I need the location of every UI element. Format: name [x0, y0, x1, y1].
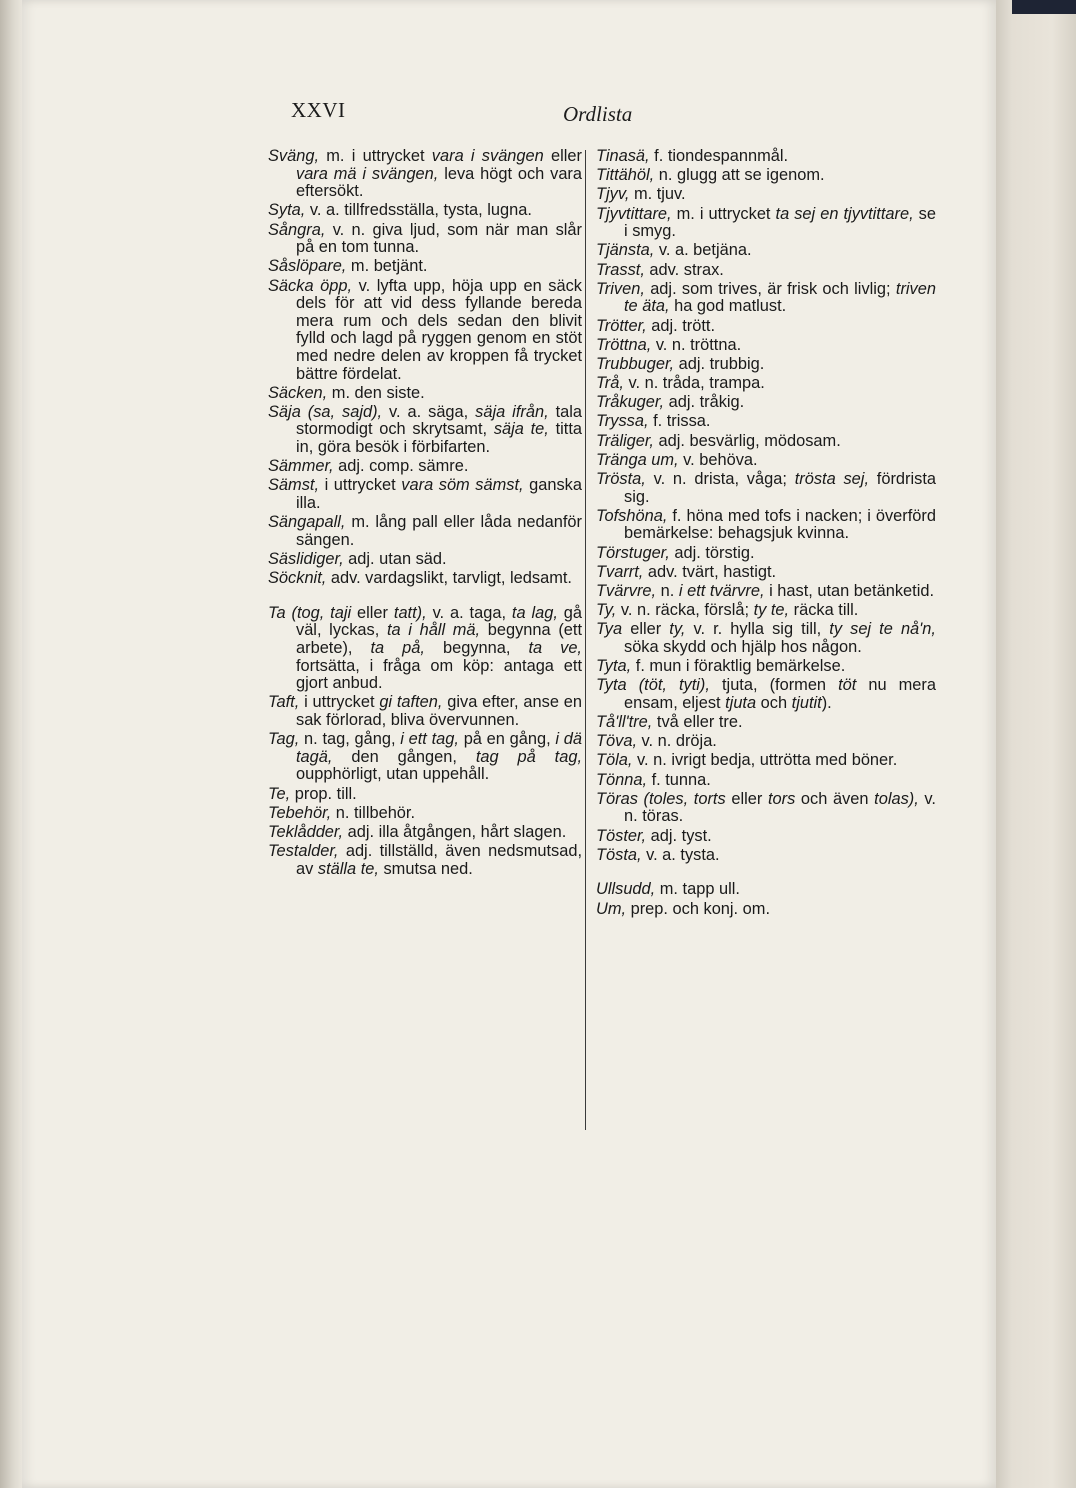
- entry-italic-text: tors: [767, 789, 796, 808]
- entry-italic-text: triven te äta,: [624, 279, 936, 316]
- entry-text: ha god matlust.: [669, 297, 787, 316]
- glossary-entry: [268, 786, 582, 804]
- book-cover-strip: [1012, 0, 1076, 14]
- entry-italic-text: ta i håll mä,: [386, 621, 481, 640]
- glossary-entry: [596, 433, 936, 451]
- entry-italic-text: Tya: [596, 620, 623, 639]
- entry-text: adj. illa åtgången, hårt slagen.: [343, 822, 567, 841]
- entry-text: prop. till.: [290, 784, 357, 803]
- entry-text: m. i uttrycket: [319, 147, 432, 165]
- entry-italic-text: Säslidiger,: [268, 550, 344, 568]
- glossary-entry: [596, 262, 936, 280]
- entry-text: v. n. räcka, förslå;: [616, 601, 754, 620]
- entry-text: tjuta, (formen: [709, 676, 839, 695]
- entry-italic-text: vara mä i svängen,: [296, 164, 439, 183]
- entry-text: fördrista sig.: [624, 470, 937, 506]
- entry-italic-text: Ty,: [596, 601, 617, 620]
- entry-italic-text: Trötter,: [596, 316, 647, 335]
- entry-italic-text: Söcknit,: [268, 569, 327, 588]
- entry-italic-text: Sängapall,: [268, 513, 346, 532]
- entry-italic-text: Trasst,: [596, 260, 645, 279]
- glossary-entry: [596, 847, 936, 865]
- entry-text: m. tapp ull.: [655, 880, 740, 899]
- glossary-entry: [596, 602, 936, 620]
- running-title: Ordlista: [563, 102, 633, 126]
- entry-text: n. tag, gång,: [299, 730, 401, 749]
- entry-text: söka skydd och hjälp hos någon.: [624, 637, 862, 656]
- entry-italic-text: Tvarrt,: [596, 562, 644, 581]
- glossary-entry: [596, 881, 936, 899]
- entry-text: m. tjuv.: [629, 185, 686, 204]
- entry-text: adj. comp. sämre.: [333, 457, 469, 476]
- page-number: XXVI: [291, 98, 346, 122]
- entry-italic-text: Teklådder,: [268, 822, 344, 841]
- entry-text: v. n. tröttna.: [651, 335, 742, 354]
- entry-text: v. r. hylla sig till,: [685, 620, 830, 639]
- entry-italic-text: i ett tag,: [400, 730, 459, 749]
- entry-italic-text: trösta sej,: [794, 470, 869, 488]
- entry-italic-text: Trösta,: [596, 470, 646, 488]
- glossary-entry: [268, 202, 582, 220]
- glossary-entry: [268, 805, 582, 823]
- entry-text: m. lång pall eller låda nedanför sängen.: [296, 513, 582, 549]
- entry-text: eller: [725, 789, 768, 808]
- glossary-entry: [596, 583, 936, 601]
- entry-text: v. lyfta upp, höja upp en säck dels för att vid dess fyllande bereda mera rum och dels sedan den blivit fylld och lagd på ryggen genom en stöt med nedre delen av kroppen få trycket bättre fördelat.: [296, 276, 583, 383]
- glossary-column-right: [596, 148, 936, 920]
- glossary-entry: [268, 605, 582, 693]
- entry-text: smutsa ned.: [378, 859, 473, 878]
- entry-text: v. a. tillfredsställa, tysta, lugna.: [305, 201, 532, 220]
- entry-text: n. glugg att se igenom.: [654, 166, 825, 185]
- glossary-entry: [596, 752, 936, 770]
- glossary-entry: [268, 278, 582, 384]
- entry-text: v. n. drista, våga;: [645, 470, 795, 488]
- entry-italic-text: säja te,: [493, 420, 549, 439]
- glossary-entry: [596, 452, 936, 470]
- entry-italic-text: ta på,: [370, 638, 425, 657]
- glossary-entry: [596, 394, 936, 412]
- entry-italic-text: ställa te,: [317, 859, 379, 878]
- entry-text: v. n. tråda, trampa.: [623, 374, 765, 393]
- entry-text: adj. som trives, är frisk och livlig;: [644, 279, 896, 298]
- entry-italic-text: ta ve,: [528, 638, 582, 657]
- glossary-entry: [596, 733, 936, 751]
- glossary-entry: [268, 258, 582, 276]
- entry-italic-text: Töster,: [596, 826, 647, 845]
- entry-italic-text: Testalder,: [268, 842, 339, 861]
- entry-text: giva efter, anse en sak förlorad, bliva övervunnen.: [296, 693, 582, 729]
- glossary-entry: [596, 186, 936, 204]
- glossary-entry: [596, 677, 936, 712]
- entry-italic-text: Tränga um,: [596, 450, 679, 469]
- glossary-entry: [596, 318, 936, 336]
- entry-italic-text: i dä tagä,: [296, 730, 582, 766]
- glossary-entry: [268, 824, 582, 842]
- glossary-entry: [596, 281, 936, 316]
- entry-text: v. a. betjäna.: [654, 241, 752, 260]
- entry-italic-text: Tösta,: [596, 845, 642, 864]
- entry-text: adj. trött.: [646, 316, 716, 335]
- entry-italic-text: Trubbuger,: [596, 354, 675, 373]
- entry-text: titta in, göra besök i förbifarten.: [296, 420, 582, 457]
- entry-italic-text: gi taften,: [379, 693, 443, 712]
- entry-text: adj. trubbig.: [674, 354, 765, 373]
- entry-italic-text: ty te,: [753, 601, 790, 620]
- glossary-entry: [268, 385, 582, 403]
- entry-italic-text: Triven,: [596, 279, 645, 298]
- glossary-entry: [268, 843, 582, 878]
- entry-text: räcka till.: [789, 601, 859, 620]
- glossary-entry: [596, 242, 936, 260]
- glossary-entry: [596, 356, 936, 374]
- entry-italic-text: Såslöpare,: [268, 257, 347, 276]
- glossary-column-left: [268, 148, 582, 880]
- entry-italic-text: Taft,: [268, 693, 300, 712]
- entry-text: f. höna med tofs i nacken; i överförd bemärkelse: behagsjuk kvinna.: [624, 506, 936, 543]
- glossary-entry: [268, 551, 582, 569]
- glossary-entry: [268, 694, 582, 729]
- entry-italic-text: tjuta: [725, 693, 757, 712]
- glossary-entry: [268, 477, 582, 512]
- entry-italic-text: Ta (tog, taji: [268, 603, 352, 622]
- entry-italic-text: Tröttna,: [596, 335, 652, 354]
- entry-text: v. a. säga,: [382, 402, 476, 421]
- entry-text: i uttrycket: [299, 693, 380, 712]
- entry-italic-text: Tjänsta,: [596, 241, 655, 260]
- entry-text: adj. tråkig.: [664, 393, 745, 412]
- glossary-entry: [268, 458, 582, 476]
- entry-text: och även: [795, 789, 875, 808]
- entry-italic-text: Sångra,: [268, 220, 326, 239]
- entry-italic-text: ty,: [669, 620, 686, 639]
- entry-italic-text: tjutit: [791, 693, 822, 712]
- entry-text: se i smyg.: [624, 204, 936, 241]
- entry-italic-text: vara i svängen: [431, 147, 544, 165]
- entry-italic-text: Tå'll'tre,: [596, 713, 653, 732]
- glossary-entry: [268, 148, 582, 201]
- entry-italic-text: Um,: [596, 899, 627, 918]
- entry-italic-text: Syta,: [268, 201, 306, 220]
- entry-italic-text: Tinasä,: [596, 147, 650, 165]
- glossary-entry: [596, 621, 936, 656]
- entry-text: adj. törstig.: [669, 543, 755, 562]
- entry-italic-text: Tyta,: [596, 657, 632, 676]
- entry-italic-text: Tittähöl,: [596, 166, 655, 185]
- entry-text: adv. vardagslikt, tarvligt, ledsamt.: [326, 569, 572, 588]
- entry-text: m. den siste.: [327, 383, 425, 402]
- entry-text: adv. tvärt, hastigt.: [643, 562, 777, 581]
- entry-italic-text: Tag,: [268, 730, 300, 749]
- entry-text: f. tunna.: [647, 770, 711, 789]
- glossary-entry: [596, 375, 936, 393]
- entry-text: v. n. giva ljud, som när man slår på en tom tunna.: [296, 220, 582, 257]
- entry-text: två eller tre.: [652, 713, 743, 732]
- entry-text: m. i uttrycket: [671, 204, 776, 223]
- entry-italic-text: Sväng,: [268, 147, 320, 165]
- entry-italic-text: ty sej te nå'n,: [829, 620, 936, 639]
- entry-italic-text: säja ifrån,: [475, 402, 549, 421]
- entry-italic-text: Träliger,: [596, 431, 654, 450]
- glossary-entry: [596, 714, 936, 732]
- entry-text: v. n. dröja.: [637, 732, 717, 751]
- entry-italic-text: Tönna,: [596, 770, 648, 789]
- entry-italic-text: Tebehör,: [268, 803, 332, 822]
- entry-italic-text: Trå,: [596, 374, 624, 393]
- glossary-entry: [596, 545, 936, 563]
- entry-text: fortsätta, i fråga om köp: antaga ett gjort anbud.: [296, 656, 582, 693]
- entry-italic-text: Töla,: [596, 751, 633, 770]
- entry-italic-text: Tråkuger,: [596, 393, 665, 412]
- glossary-entry: [596, 206, 936, 241]
- book-edge-left: [0, 0, 22, 1488]
- glossary-entry: [596, 564, 936, 582]
- entry-text: v. a. tysta.: [641, 845, 720, 864]
- entry-italic-text: tatt),: [393, 603, 427, 622]
- entry-text: m. betjänt.: [346, 257, 428, 276]
- entry-text: adj. besvärlig, mödosam.: [654, 431, 841, 450]
- glossary-entry: [596, 901, 936, 919]
- entry-text: eller: [543, 147, 582, 165]
- entry-text: den gången,: [332, 747, 476, 766]
- entry-text: v. a. taga,: [426, 603, 512, 622]
- entry-italic-text: ta sej en tjyvtittare,: [775, 204, 914, 223]
- entry-text: f. tiondespannmål.: [649, 147, 789, 165]
- glossary-entry: [596, 791, 936, 826]
- entry-italic-text: Tryssa,: [596, 412, 649, 431]
- glossary-entry: [596, 148, 936, 166]
- entry-text: leva högt och vara eftersökt.: [296, 164, 583, 201]
- entry-text: i hast, utan betänketid.: [764, 581, 935, 600]
- entry-text: i uttrycket: [319, 476, 402, 495]
- book-edge-right: [996, 0, 1076, 1488]
- entry-text: n. tillbehör.: [331, 803, 416, 822]
- entry-italic-text: Tvärvre,: [596, 581, 657, 600]
- entry-text: tala stormodigt och skrytsamt,: [296, 402, 582, 439]
- entry-italic-text: tag på tag,: [475, 747, 582, 766]
- entry-text: adv. strax.: [644, 260, 724, 279]
- entry-italic-text: vara söm sämst,: [401, 476, 524, 495]
- glossary-entry: [268, 404, 582, 457]
- entry-text: nu mera ensam, eljest: [624, 676, 936, 712]
- entry-italic-text: Tjyvtittare,: [596, 204, 672, 223]
- glossary-entry: [596, 337, 936, 355]
- entry-text: prep. och konj. om.: [626, 899, 770, 918]
- glossary-entry: [596, 658, 936, 676]
- glossary-entry: [268, 222, 582, 257]
- entry-text: på en gång,: [458, 730, 556, 749]
- entry-italic-text: ta lag,: [511, 603, 558, 622]
- entry-text: begynna (ett arbete),: [296, 621, 582, 657]
- entry-text: f. mun i föraktlig bemärkelse.: [631, 657, 846, 676]
- glossary-entry: [596, 413, 936, 431]
- entry-italic-text: Tjyv,: [596, 185, 630, 204]
- column-divider: [585, 150, 586, 1130]
- entry-italic-text: Säcka öpp,: [268, 276, 353, 295]
- entry-italic-text: Säja (sa, sajd),: [268, 402, 383, 421]
- entry-text: v. n. ivrigt bedja, uttrötta med böner.: [632, 751, 898, 770]
- glossary-entry: [268, 514, 582, 549]
- entry-italic-text: Törstuger,: [596, 543, 670, 562]
- glossary-entry: [268, 731, 582, 784]
- entry-text: v. behöva.: [678, 450, 758, 469]
- entry-text: adj. tillställd, även nedsmutsad, av: [296, 842, 582, 878]
- glossary-entry: [268, 570, 582, 588]
- entry-text: adj. utan säd.: [343, 550, 447, 568]
- entry-italic-text: i ett tvärvre,: [678, 581, 765, 600]
- entry-italic-text: Ullsudd,: [596, 880, 656, 899]
- entry-italic-text: Sämst,: [268, 476, 320, 495]
- glossary-entry: [596, 167, 936, 185]
- entry-text: adj. tyst.: [646, 826, 712, 845]
- entry-text: och: [756, 693, 792, 712]
- entry-italic-text: tolas),: [874, 789, 919, 808]
- entry-italic-text: Tyta (töt, tyti),: [596, 676, 710, 695]
- entry-text: n.: [656, 581, 679, 600]
- entry-text: gå väl, lyckas,: [296, 603, 582, 640]
- entry-italic-text: Säcken,: [268, 383, 328, 402]
- entry-text: ganska illa.: [296, 476, 582, 513]
- entry-text: eller: [622, 620, 670, 639]
- entry-text: oupphörligt, utan uppehåll.: [296, 765, 490, 784]
- entry-italic-text: töt: [838, 676, 857, 695]
- entry-text: eller: [351, 603, 394, 622]
- entry-italic-text: Tofshöna,: [596, 506, 668, 525]
- entry-text: v. n. töras.: [624, 789, 936, 826]
- glossary-entry: [596, 471, 936, 506]
- entry-text: f. trissa.: [648, 412, 711, 431]
- glossary-entry: [596, 772, 936, 790]
- glossary-entry: [596, 828, 936, 846]
- entry-text: begynna,: [424, 638, 529, 657]
- entry-text: ).: [821, 693, 832, 712]
- entry-italic-text: Töva,: [596, 732, 637, 751]
- entry-italic-text: Töras (toles, torts: [596, 789, 726, 808]
- glossary-entry: [596, 508, 936, 543]
- entry-italic-text: Te,: [268, 784, 291, 803]
- entry-italic-text: Sämmer,: [268, 457, 334, 476]
